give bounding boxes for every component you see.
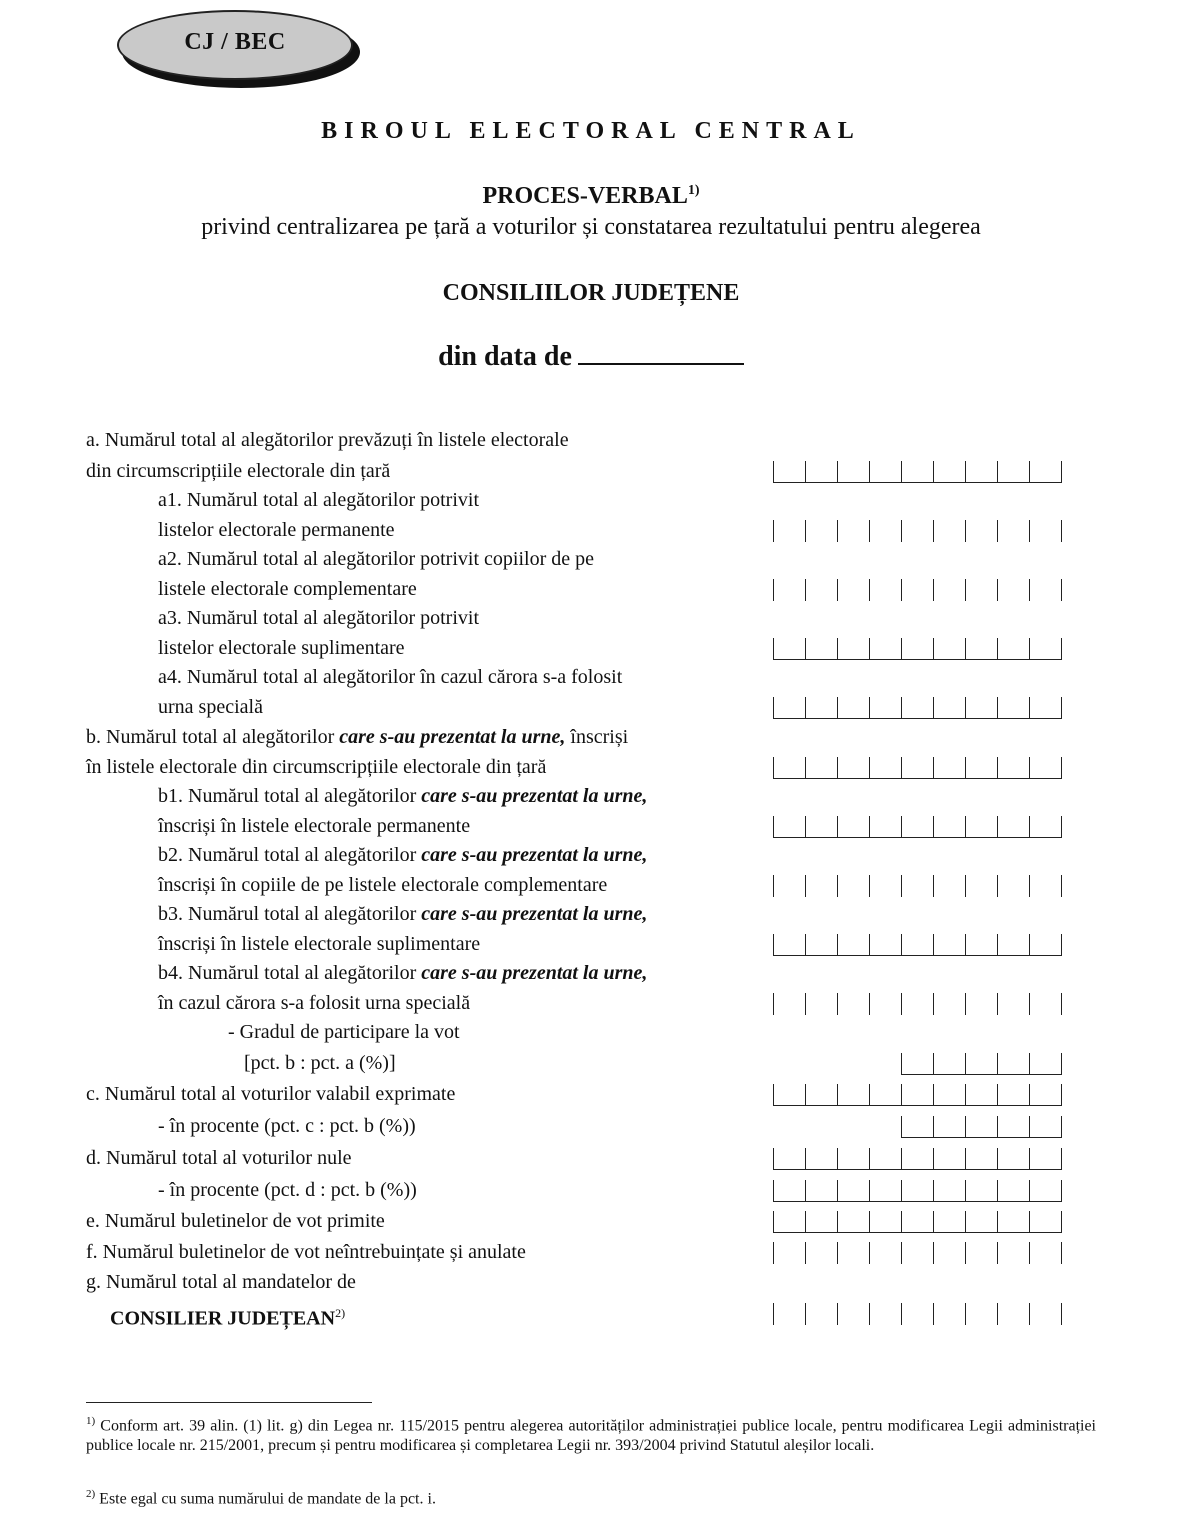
digit-box[interactable] — [806, 934, 838, 956]
row-label-emphasis: care s-au prezentat la urne, — [421, 903, 648, 925]
row-label-text: a. Numărul total al alegătorilor prevăzuți în listele electorale — [86, 429, 569, 451]
digit-box[interactable] — [838, 934, 870, 956]
row-label — [86, 1240, 526, 1264]
digit-box[interactable] — [838, 993, 870, 1015]
digit-box[interactable] — [902, 1084, 934, 1106]
digit-box[interactable] — [870, 1242, 902, 1264]
digit-box[interactable] — [806, 520, 838, 542]
row-label-text: e. Numărul buletinelor de vot primite — [86, 1210, 385, 1232]
row-label — [158, 577, 417, 601]
form-row — [0, 488, 1182, 518]
digit-box[interactable] — [1030, 875, 1062, 897]
digit-box[interactable] — [934, 875, 966, 897]
digit-box[interactable] — [934, 638, 966, 660]
footnote-1-mark: 1) — [86, 1415, 96, 1427]
digit-box[interactable] — [998, 757, 1030, 779]
digit-box[interactable] — [838, 579, 870, 601]
digit-box[interactable] — [1030, 1242, 1062, 1264]
digit-box[interactable] — [1030, 1116, 1062, 1138]
digit-box[interactable] — [870, 638, 902, 660]
digit-box[interactable] — [902, 1148, 934, 1170]
form-row — [0, 1209, 1182, 1239]
digit-box[interactable] — [838, 875, 870, 897]
form-row — [0, 725, 1182, 755]
digit-boxes — [773, 816, 1062, 838]
row-label — [86, 459, 390, 483]
digit-box[interactable] — [966, 1084, 998, 1106]
digit-boxes — [773, 1303, 1062, 1325]
digit-box[interactable] — [966, 1211, 998, 1233]
badge-label: CJ / BEC — [184, 28, 286, 55]
row-label-text: f. Numărul buletinelor de vot neîntrebuințate și anulate — [86, 1241, 526, 1263]
digit-box[interactable] — [902, 1116, 934, 1138]
digit-box[interactable] — [1030, 1303, 1062, 1325]
digit-boxes — [773, 520, 1062, 542]
form-row — [0, 1146, 1182, 1176]
form-row — [0, 695, 1182, 725]
digit-box[interactable] — [838, 1303, 870, 1325]
digit-box[interactable] — [1030, 520, 1062, 542]
digit-box[interactable] — [934, 1180, 966, 1202]
digit-box[interactable] — [806, 638, 838, 660]
row-label-text: b1. Numărul total al alegătorilor — [158, 785, 422, 807]
digit-box[interactable] — [902, 875, 934, 897]
row-label — [158, 902, 647, 926]
digit-box[interactable] — [838, 1084, 870, 1106]
digit-box[interactable] — [838, 697, 870, 719]
digit-box[interactable] — [870, 993, 902, 1015]
digit-box[interactable] — [774, 461, 806, 483]
row-label — [86, 725, 628, 749]
digit-box[interactable] — [998, 816, 1030, 838]
digit-box[interactable] — [902, 816, 934, 838]
footnote-2-mark: 2) — [86, 1488, 96, 1500]
digit-box[interactable] — [998, 520, 1030, 542]
digit-box[interactable] — [870, 697, 902, 719]
digit-box[interactable] — [966, 934, 998, 956]
row-label-text: în cazul cărora s-a folosit urna specială — [158, 992, 471, 1014]
digit-box[interactable] — [870, 934, 902, 956]
row-label — [86, 1270, 356, 1294]
row-label — [158, 695, 263, 719]
digit-box[interactable] — [870, 579, 902, 601]
row-label — [86, 428, 569, 452]
digit-box[interactable] — [934, 461, 966, 483]
form-row — [0, 902, 1182, 932]
row-label-text: b3. Numărul total al alegătorilor — [158, 903, 422, 925]
digit-box[interactable] — [1030, 697, 1062, 719]
digit-box[interactable] — [1030, 1084, 1062, 1106]
form-row — [0, 1270, 1182, 1300]
digit-box[interactable] — [998, 1242, 1030, 1264]
row-label — [158, 814, 470, 838]
row-label-emphasis: care s-au prezentat la urne, — [339, 726, 566, 748]
digit-box[interactable] — [1030, 461, 1062, 483]
row-label-text: din circumscripțiile electorale din țară — [86, 460, 391, 482]
form-row — [0, 518, 1182, 548]
digit-box[interactable] — [934, 757, 966, 779]
row-label-text: a1. Numărul total al alegătorilor potrivit — [158, 489, 480, 511]
digit-box[interactable] — [966, 579, 998, 601]
digit-box[interactable] — [806, 1084, 838, 1106]
digit-box[interactable] — [998, 1053, 1030, 1075]
form-row — [0, 665, 1182, 695]
row-label-text: - în procente (pct. c : pct. b (%)) — [158, 1115, 416, 1137]
digit-box[interactable] — [934, 1242, 966, 1264]
digit-box[interactable] — [870, 1303, 902, 1325]
row-label-text: înscriși în listele electorale permanente — [158, 815, 471, 837]
form-row — [0, 577, 1182, 607]
digit-box[interactable] — [806, 875, 838, 897]
digit-box[interactable] — [966, 1303, 998, 1325]
digit-boxes — [773, 757, 1062, 779]
digit-box[interactable] — [870, 757, 902, 779]
digit-box[interactable] — [998, 1116, 1030, 1138]
digit-box[interactable] — [1030, 1180, 1062, 1202]
digit-box[interactable] — [966, 993, 998, 1015]
digit-box[interactable] — [902, 1211, 934, 1233]
digit-box[interactable] — [870, 1084, 902, 1106]
row-label-text: c. Numărul total al voturilor valabil exprimate — [86, 1083, 456, 1105]
form-row — [0, 1178, 1182, 1208]
digit-box[interactable] — [966, 638, 998, 660]
digit-box[interactable] — [998, 1084, 1030, 1106]
row-label — [158, 636, 405, 660]
form-row — [0, 636, 1182, 666]
form-row — [0, 784, 1182, 814]
digit-box[interactable] — [998, 461, 1030, 483]
digit-box[interactable] — [838, 1211, 870, 1233]
row-label-text: înscriși în listele electorale suplimentare — [158, 933, 481, 955]
digit-box[interactable] — [902, 1303, 934, 1325]
digit-box[interactable] — [998, 993, 1030, 1015]
digit-box[interactable] — [998, 1148, 1030, 1170]
form-row — [0, 547, 1182, 577]
digit-box[interactable] — [902, 520, 934, 542]
footnote-divider — [86, 1402, 372, 1403]
digit-box[interactable] — [806, 757, 838, 779]
digit-boxes — [773, 697, 1062, 719]
row-label-bold: CONSILIER JUDEȚEAN — [110, 1307, 336, 1330]
row-label — [244, 1051, 396, 1075]
digit-box[interactable] — [774, 638, 806, 660]
row-label — [158, 488, 479, 512]
council-title: CONSILIILOR JUDEȚENE — [442, 280, 740, 306]
footnote-1 — [86, 1411, 1096, 1456]
digit-box[interactable] — [902, 1242, 934, 1264]
digit-box[interactable] — [806, 1148, 838, 1170]
row-label — [158, 606, 479, 630]
row-label-text: a4. Numărul total al alegătorilor în cazul cărora s-a folosit — [158, 666, 623, 688]
form-row — [0, 428, 1182, 458]
digit-box[interactable] — [966, 816, 998, 838]
row-label-text: a2. Numărul total al alegătorilor potrivit copiilor de pe — [158, 548, 594, 570]
row-label — [158, 547, 594, 571]
digit-box[interactable] — [902, 579, 934, 601]
digit-box[interactable] — [966, 1116, 998, 1138]
digit-box[interactable] — [966, 1148, 998, 1170]
form-row — [0, 606, 1182, 636]
digit-box[interactable] — [774, 1211, 806, 1233]
digit-box[interactable] — [838, 638, 870, 660]
form-row — [0, 1051, 1182, 1081]
digit-box[interactable] — [774, 579, 806, 601]
form-row — [0, 1240, 1182, 1270]
document-subtitle: privind centralizarea pe țară a voturilor și constatarea rezultatului pentru alegerea — [201, 214, 981, 240]
row-label-text: - Gradul de participare la vot — [228, 1021, 460, 1043]
digit-box[interactable] — [774, 697, 806, 719]
row-label-text: înscriși în copiile de pe listele electorale complementare — [158, 874, 608, 896]
form-row — [0, 843, 1182, 873]
digit-box[interactable] — [806, 1180, 838, 1202]
row-label — [86, 1082, 455, 1106]
digit-boxes — [773, 1242, 1062, 1264]
digit-boxes — [773, 461, 1062, 483]
row-label-text: listelor electorale suplimentare — [158, 637, 405, 659]
row-label — [158, 932, 480, 956]
footnote-1-text: Conform art. 39 alin. (1) lit. g) din Legea nr. 115/2015 pentru alegerea autorităților administrației publice locale, pentru modificarea Legii administrației publice locale nr. 215/2001, precum și pentru modificarea și completarea Legii nr. 393/2004 privind Statutul aleșilor locali. — [86, 1417, 1096, 1455]
form-row — [0, 932, 1182, 962]
document-title — [0, 183, 1182, 210]
row-label-text: [pct. b : pct. a (%)] — [244, 1052, 396, 1074]
digit-box[interactable] — [998, 697, 1030, 719]
form-row — [0, 814, 1182, 844]
digit-box[interactable] — [934, 520, 966, 542]
digit-box[interactable] — [806, 1211, 838, 1233]
digit-box[interactable] — [1030, 1148, 1062, 1170]
digit-box[interactable] — [774, 1084, 806, 1106]
form-row — [0, 1082, 1182, 1112]
digit-box[interactable] — [838, 1242, 870, 1264]
digit-box[interactable] — [998, 1211, 1030, 1233]
digit-box[interactable] — [902, 697, 934, 719]
digit-box[interactable] — [1030, 757, 1062, 779]
office-name: BIROUL ELECTORAL CENTRAL — [321, 118, 861, 144]
digit-boxes — [773, 875, 1062, 897]
digit-box[interactable] — [934, 993, 966, 1015]
digit-box[interactable] — [774, 875, 806, 897]
badge-oval — [117, 10, 353, 80]
row-label-text: b4. Numărul total al alegătorilor — [158, 962, 422, 984]
form-row — [0, 1114, 1182, 1144]
row-label-text: în listele electorale din circumscripțiile electorale din țară — [86, 756, 547, 778]
row-label — [158, 1178, 417, 1202]
footnote-2-text: Este egal cu suma numărului de mandate de la pct. i. — [95, 1490, 436, 1508]
digit-box[interactable] — [806, 1242, 838, 1264]
digit-box[interactable] — [902, 934, 934, 956]
digit-box[interactable] — [902, 461, 934, 483]
digit-box[interactable] — [838, 1148, 870, 1170]
digit-box[interactable] — [902, 638, 934, 660]
row-label — [158, 961, 647, 985]
date-blank-field[interactable] — [578, 341, 744, 365]
digit-box[interactable] — [838, 816, 870, 838]
date-label: din data de — [438, 341, 572, 372]
row-label-text: a3. Numărul total al alegătorilor potrivit — [158, 607, 480, 629]
date-line — [0, 341, 1182, 373]
digit-box[interactable] — [934, 1084, 966, 1106]
digit-box[interactable] — [870, 816, 902, 838]
digit-box[interactable] — [934, 1303, 966, 1325]
row-label-text: - în procente (pct. d : pct. b (%)) — [158, 1179, 417, 1201]
digit-box[interactable] — [870, 1148, 902, 1170]
digit-boxes — [773, 579, 1062, 601]
row-label — [158, 873, 607, 897]
digit-boxes — [901, 1053, 1062, 1075]
digit-box[interactable] — [774, 757, 806, 779]
digit-boxes — [773, 638, 1062, 660]
digit-box[interactable] — [1030, 1053, 1062, 1075]
digit-box[interactable] — [1030, 638, 1062, 660]
digit-box[interactable] — [806, 816, 838, 838]
digit-box[interactable] — [838, 1180, 870, 1202]
digit-box[interactable] — [838, 757, 870, 779]
digit-box[interactable] — [774, 816, 806, 838]
digit-box[interactable] — [1030, 579, 1062, 601]
digit-box[interactable] — [998, 934, 1030, 956]
digit-box[interactable] — [966, 697, 998, 719]
digit-box[interactable] — [934, 1148, 966, 1170]
row-label — [158, 991, 470, 1015]
form-row — [0, 961, 1182, 991]
digit-box[interactable] — [838, 461, 870, 483]
digit-box[interactable] — [998, 875, 1030, 897]
digit-box[interactable] — [806, 993, 838, 1015]
row-label — [86, 1146, 352, 1170]
digit-boxes — [773, 1084, 1062, 1106]
digit-box[interactable] — [934, 1116, 966, 1138]
digit-box[interactable] — [902, 757, 934, 779]
row-label-text: b2. Numărul total al alegătorilor — [158, 844, 422, 866]
digit-box[interactable] — [934, 579, 966, 601]
row-label — [158, 1114, 416, 1138]
digit-box[interactable] — [870, 520, 902, 542]
row-label — [86, 1209, 385, 1233]
digit-box[interactable] — [806, 461, 838, 483]
row-label — [158, 665, 622, 689]
row-label — [158, 784, 647, 808]
digit-box[interactable] — [902, 1053, 934, 1075]
digit-box[interactable] — [1030, 993, 1062, 1015]
digit-boxes — [773, 993, 1062, 1015]
digit-box[interactable] — [774, 1180, 806, 1202]
digit-box[interactable] — [934, 1053, 966, 1075]
form-row — [0, 459, 1182, 489]
row-label-text: listelor electorale permanente — [158, 519, 395, 541]
digit-box[interactable] — [1030, 1211, 1062, 1233]
digit-box[interactable] — [998, 638, 1030, 660]
digit-boxes — [773, 1180, 1062, 1202]
digit-box[interactable] — [934, 1211, 966, 1233]
row-label — [86, 755, 546, 779]
digit-box[interactable] — [966, 757, 998, 779]
digit-box[interactable] — [998, 1180, 1030, 1202]
form-row — [0, 1301, 1182, 1331]
digit-box[interactable] — [998, 1303, 1030, 1325]
digit-box[interactable] — [774, 1303, 806, 1325]
row-label-text: d. Numărul total al voturilor nule — [86, 1147, 352, 1169]
digit-box[interactable] — [966, 875, 998, 897]
digit-box[interactable] — [1030, 816, 1062, 838]
row-label — [158, 518, 395, 542]
digit-box[interactable] — [870, 461, 902, 483]
row-label-emphasis: care s-au prezentat la urne, — [421, 962, 648, 984]
digit-box[interactable] — [966, 1242, 998, 1264]
badge — [117, 10, 367, 92]
row-label-emphasis: care s-au prezentat la urne, — [421, 785, 648, 807]
row-label — [158, 843, 647, 867]
digit-box[interactable] — [902, 1180, 934, 1202]
form-row — [0, 991, 1182, 1021]
form-row — [0, 1020, 1182, 1050]
digit-box[interactable] — [934, 934, 966, 956]
digit-box[interactable] — [774, 1148, 806, 1170]
document-title-text: PROCES-VERBAL — [482, 183, 688, 209]
footnote-2 — [86, 1484, 1096, 1509]
digit-box[interactable] — [806, 697, 838, 719]
digit-box[interactable] — [774, 934, 806, 956]
digit-box[interactable] — [806, 1303, 838, 1325]
digit-box[interactable] — [966, 1053, 998, 1075]
digit-box[interactable] — [966, 1180, 998, 1202]
row-label — [110, 1301, 345, 1331]
row-label-text: g. Numărul total al mandatelor de — [86, 1271, 356, 1293]
row-label-text: înscriși — [565, 726, 629, 748]
digit-box[interactable] — [902, 993, 934, 1015]
digit-box[interactable] — [870, 875, 902, 897]
digit-box[interactable] — [1030, 934, 1062, 956]
digit-box[interactable] — [998, 579, 1030, 601]
row-label-text: urna specială — [158, 696, 263, 718]
digit-boxes — [773, 934, 1062, 956]
digit-box[interactable] — [774, 1242, 806, 1264]
form-row — [0, 755, 1182, 785]
row-label — [228, 1020, 460, 1044]
row-label-text: b. Numărul total al alegătorilor — [86, 726, 340, 748]
digit-box[interactable] — [966, 520, 998, 542]
row-footnote-mark: 2) — [335, 1306, 346, 1320]
digit-box[interactable] — [774, 993, 806, 1015]
digit-box[interactable] — [966, 461, 998, 483]
digit-boxes — [773, 1148, 1062, 1170]
row-label-emphasis: care s-au prezentat la urne, — [421, 844, 648, 866]
digit-box[interactable] — [838, 520, 870, 542]
digit-box[interactable] — [774, 520, 806, 542]
title-footnote-mark: 1) — [687, 183, 700, 198]
digit-box[interactable] — [870, 1180, 902, 1202]
digit-box[interactable] — [934, 697, 966, 719]
digit-box[interactable] — [806, 579, 838, 601]
digit-boxes — [773, 1211, 1062, 1233]
digit-box[interactable] — [870, 1211, 902, 1233]
digit-boxes — [901, 1116, 1062, 1138]
form-row — [0, 873, 1182, 903]
digit-box[interactable] — [934, 816, 966, 838]
row-label-text: listele electorale complementare — [158, 578, 417, 600]
